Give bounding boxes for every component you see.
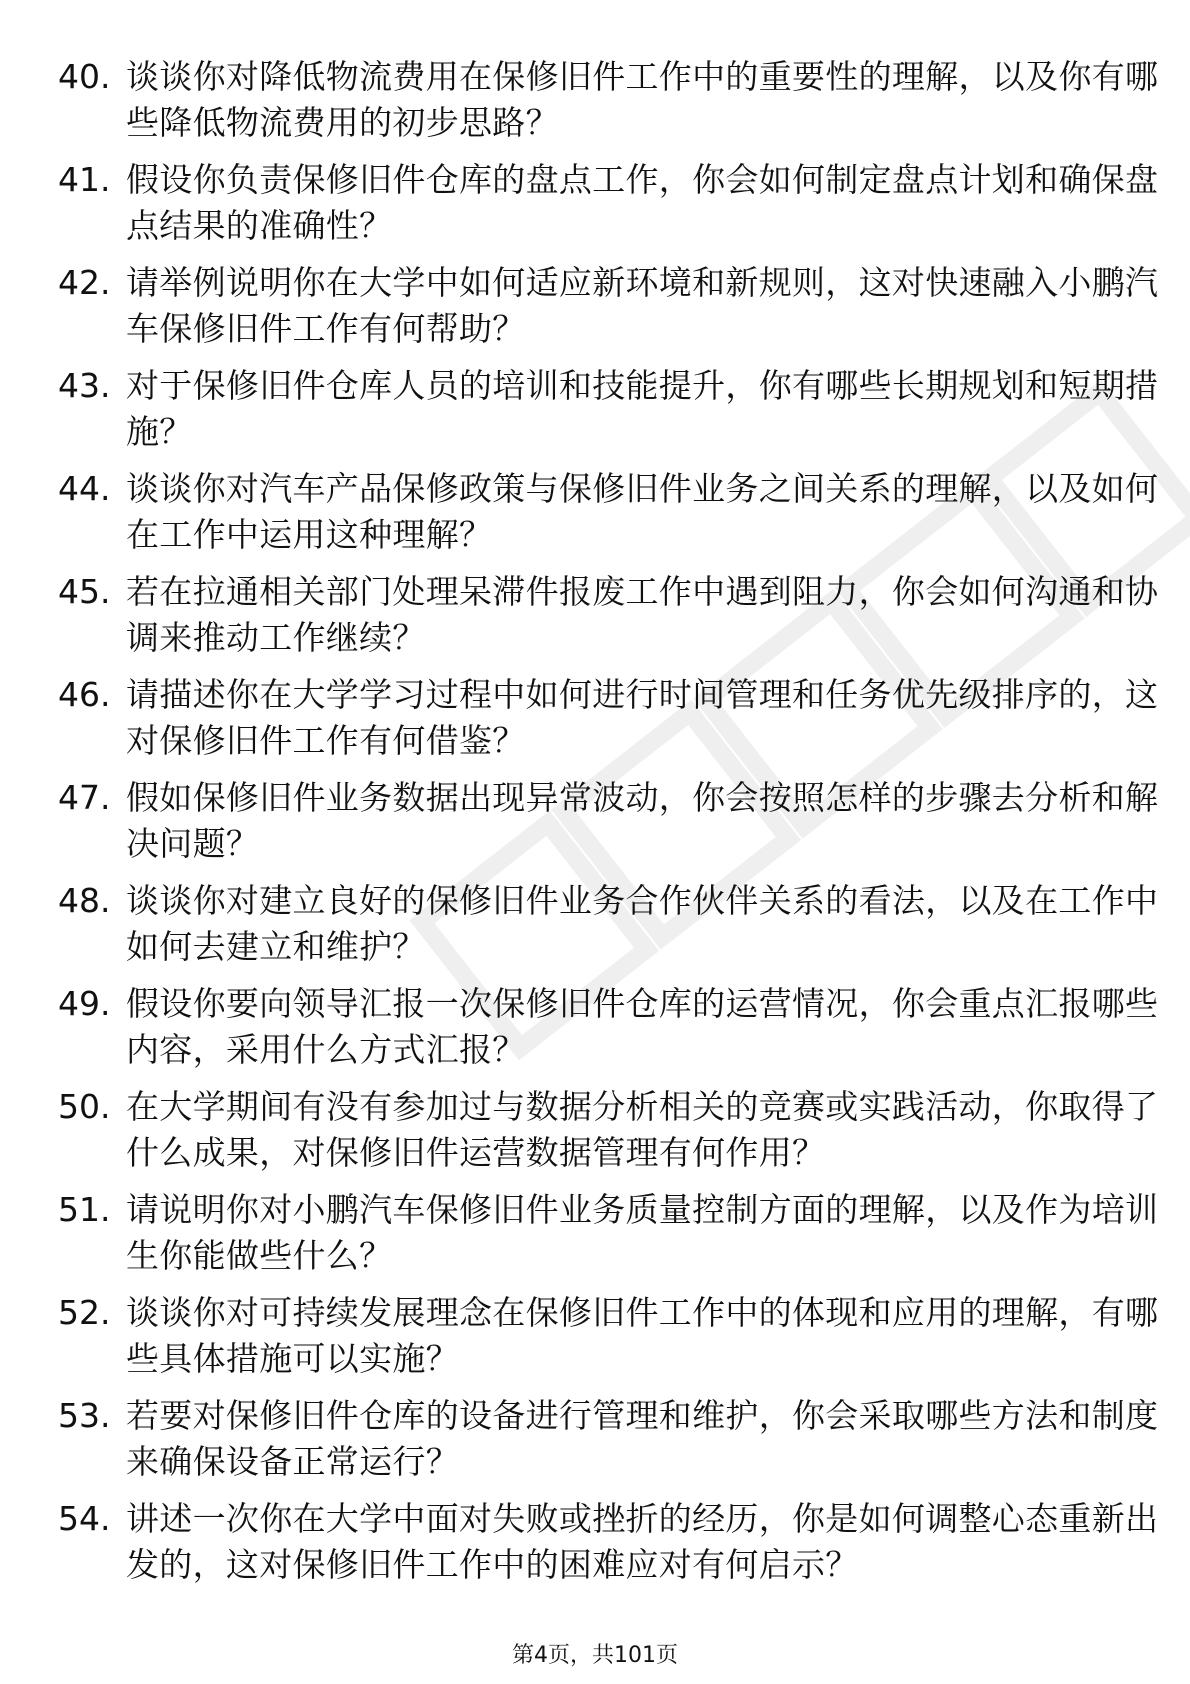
question-text: 若在拉通相关部门处理呆滞件报废工作中遇到阻力，你会如何沟通和协调来推动工作继续？ (126, 572, 1159, 657)
question-item (58, 878, 1159, 981)
question-number: 44. (58, 469, 111, 508)
question-text: 谈谈你对降低物流费用在保修旧件工作中的重要性的理解，以及你有哪些降低物流费用的初步思路？ (126, 57, 1159, 142)
question-text: 谈谈你对可持续发展理念在保修旧件工作中的体现和应用的理解，有哪些具体措施可以实施？ (126, 1293, 1159, 1378)
question-number: 45. (58, 572, 111, 611)
question-number: 49. (58, 984, 111, 1023)
question-number: 50. (58, 1087, 111, 1126)
question-item (58, 260, 1159, 363)
question-text: 请举例说明你在大学中如何适应新环境和新规则，这对快速融入小鹏汽车保修旧件工作有何帮助？ (126, 263, 1159, 348)
question-item (58, 54, 1159, 157)
question-number: 51. (58, 1190, 111, 1229)
question-item (58, 569, 1159, 672)
question-text: 假如保修旧件业务数据出现异常波动，你会按照怎样的步骤去分析和解决问题？ (126, 778, 1159, 863)
question-item (58, 1393, 1159, 1496)
question-item (58, 1084, 1159, 1187)
question-number: 48. (58, 881, 111, 920)
question-text: 假设你要向领导汇报一次保修旧件仓库的运营情况，你会重点汇报哪些内容，采用什么方式汇报？ (126, 984, 1159, 1069)
question-item (58, 1187, 1159, 1290)
question-number: 42. (58, 263, 111, 302)
question-list (58, 54, 1159, 1599)
question-text: 假设你负责保修旧件仓库的盘点工作，你会如何制定盘点计划和确保盘点结果的准确性？ (126, 160, 1159, 245)
question-item (58, 775, 1159, 878)
question-number: 41. (58, 160, 111, 199)
question-text: 在大学期间有没有参加过与数据分析相关的竞赛或实践活动，你取得了什么成果，对保修旧件运营数据管理有何作用？ (126, 1087, 1159, 1172)
question-number: 43. (58, 366, 111, 405)
question-text: 对于保修旧件仓库人员的培训和技能提升，你有哪些长期规划和短期措施？ (126, 366, 1159, 451)
question-number: 52. (58, 1293, 111, 1332)
question-number: 40. (58, 57, 111, 96)
question-number: 53. (58, 1396, 111, 1435)
question-text: 讲述一次你在大学中面对失败或挫折的经历，你是如何调整心态重新出发的，这对保修旧件工作中的困难应对有何启示？ (126, 1499, 1159, 1584)
question-number: 54. (58, 1499, 111, 1538)
question-item (58, 1496, 1159, 1599)
question-text: 若要对保修旧件仓库的设备进行管理和维护，你会采取哪些方法和制度来确保设备正常运行？ (126, 1396, 1159, 1481)
question-item (58, 1290, 1159, 1393)
question-text: 请描述你在大学学习过程中如何进行时间管理和任务优先级排序的，这对保修旧件工作有何借鉴？ (126, 675, 1159, 760)
question-text: 请说明你对小鹏汽车保修旧件业务质量控制方面的理解，以及作为培训生你能做些什么？ (126, 1190, 1159, 1275)
question-number: 47. (58, 778, 111, 817)
question-item (58, 672, 1159, 775)
question-item (58, 363, 1159, 466)
question-item (58, 157, 1159, 260)
question-text: 谈谈你对建立良好的保修旧件业务合作伙伴关系的看法，以及在工作中如何去建立和维护？ (126, 881, 1159, 966)
question-number: 46. (58, 675, 111, 714)
page-number-footer: 第4页，共101页 (512, 1643, 678, 1668)
question-item (58, 981, 1159, 1084)
question-item (58, 466, 1159, 569)
question-text: 谈谈你对汽车产品保修政策与保修旧件业务之间关系的理解，以及如何在工作中运用这种理解？ (126, 469, 1159, 554)
